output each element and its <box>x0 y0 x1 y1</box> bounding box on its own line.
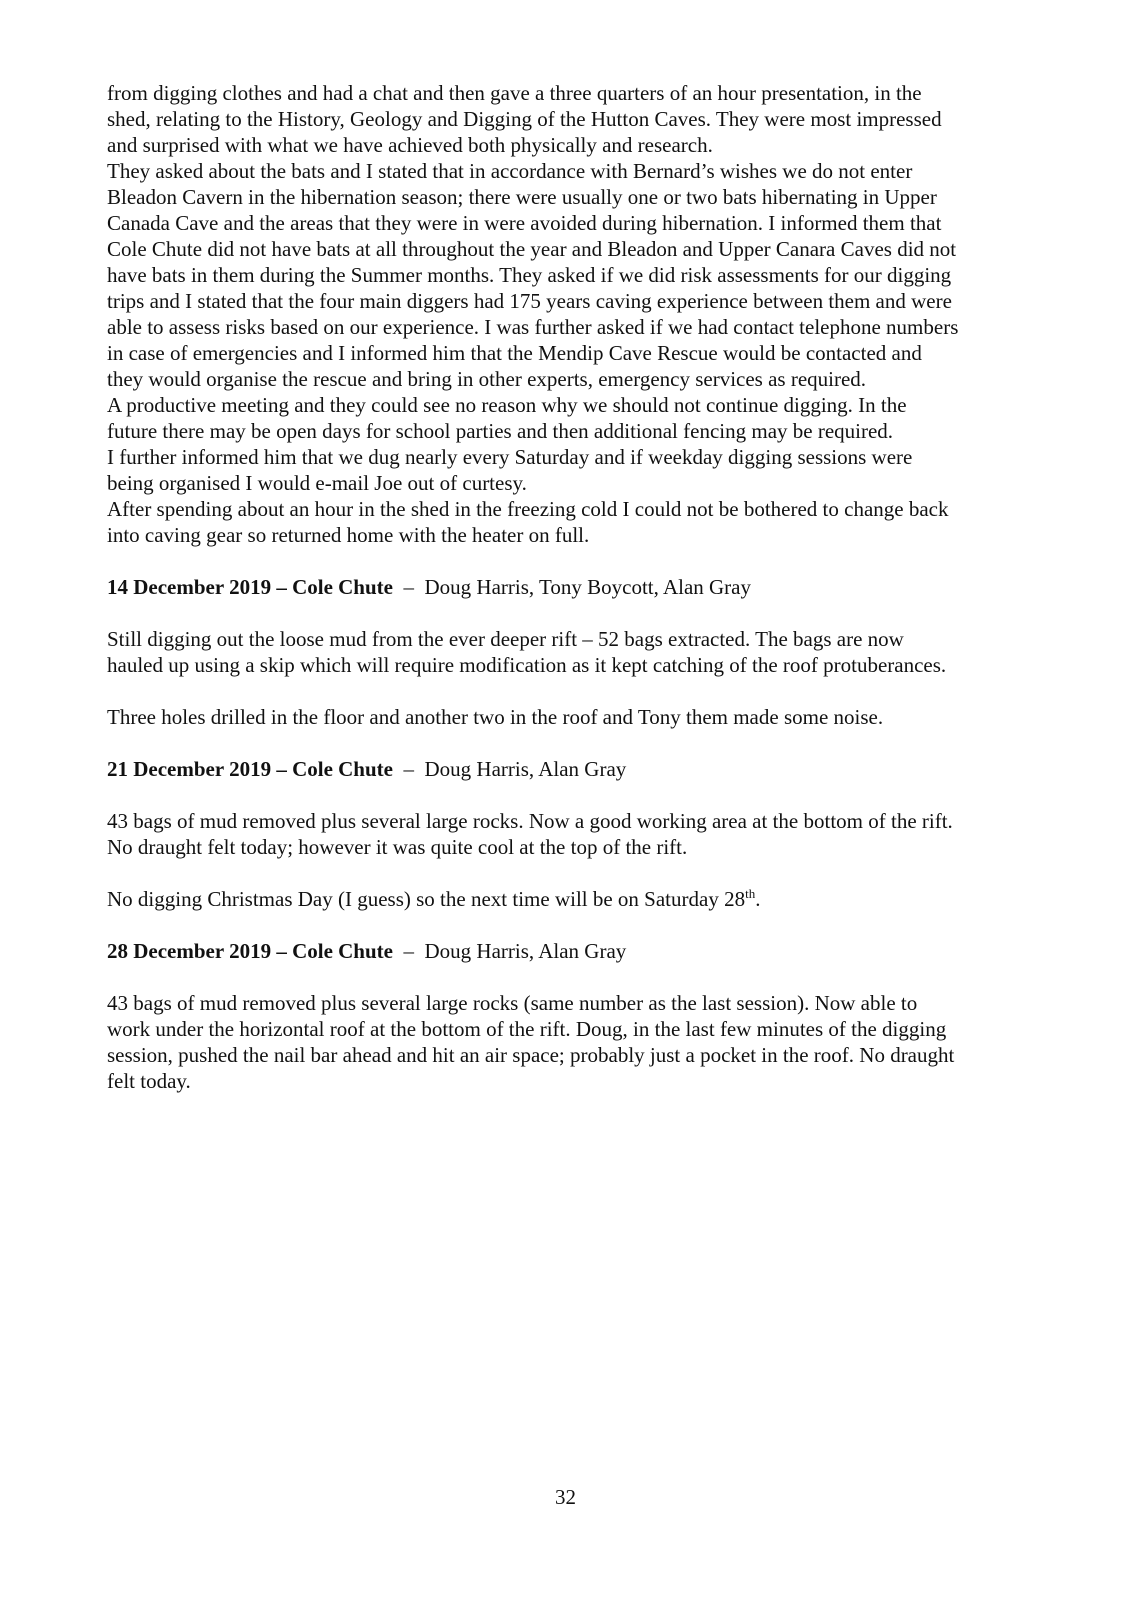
text-line: being organised I would e-mail Joe out of curtesy. <box>107 471 527 495</box>
text-line: hauled up using a skip which will require modification as it kept catching of the roof protuberances. <box>107 653 947 677</box>
entry-diggers: Doug Harris, Tony Boycott, Alan Gray <box>424 575 751 599</box>
text-line: work under the horizontal roof at the bottom of the rift. Doug, in the last few minutes of the digging <box>107 1017 947 1041</box>
page-body <box>107 80 1027 1094</box>
ordinal-suffix: th <box>745 886 756 901</box>
text-line: They asked about the bats and I stated that in accordance with Bernard’s wishes we do not enter <box>107 159 913 183</box>
entry-separator: – <box>403 939 414 963</box>
entry-paragraph <box>107 990 1027 1094</box>
entry-diggers: Doug Harris, Alan Gray <box>424 939 627 963</box>
entry-heading <box>107 756 1027 782</box>
sentence-end: . <box>755 887 761 911</box>
entry-paragraph <box>107 704 1027 730</box>
text-line: session, pushed the nail bar ahead and hit an air space; probably just a pocket in the roof. No draught <box>107 1043 955 1067</box>
entry-heading <box>107 938 1027 964</box>
text-line: I further informed him that we dug nearly every Saturday and if weekday digging sessions were <box>107 445 913 469</box>
text-line: Still digging out the loose mud from the ever deeper rift – 52 bags extracted. The bags are now <box>107 627 904 651</box>
entry-paragraph <box>107 808 1027 860</box>
text-line: trips and I stated that the four main diggers had 175 years caving experience between them and were <box>107 289 952 313</box>
christmas-note: No digging Christmas Day (I guess) so the next time will be on Saturday 28 <box>107 887 746 911</box>
entry-paragraph <box>107 626 1027 678</box>
text-line: in case of emergencies and I informed him that the Mendip Cave Rescue would be contacted and <box>107 341 922 365</box>
entry-heading <box>107 574 1027 600</box>
text-line: they would organise the rescue and bring in other experts, emergency services as required. <box>107 367 867 391</box>
intro-paragraph <box>107 80 1027 548</box>
text-line: have bats in them during the Summer months. They asked if we did risk assessments for our digging <box>107 263 952 287</box>
text-line <box>107 886 1027 912</box>
entry-paragraph <box>107 886 1027 912</box>
text-line: shed, relating to the History, Geology and Digging of the Hutton Caves. They were most impressed <box>107 107 942 131</box>
text-line: 43 bags of mud removed plus several large rocks. Now a good working area at the bottom of the rift. <box>107 809 953 833</box>
text-line: Cole Chute did not have bats at all throughout the year and Bleadon and Upper Canara Caves did not <box>107 237 957 261</box>
entry-date-location: 28 December 2019 – Cole Chute <box>107 939 393 963</box>
entry-separator: – <box>403 575 414 599</box>
page-number: 32 <box>555 1485 576 1509</box>
text-line: felt today. <box>107 1069 191 1093</box>
entry-date-location: 21 December 2019 – Cole Chute <box>107 757 393 781</box>
text-line: Three holes drilled in the floor and another two in the roof and Tony them made some noise. <box>107 705 884 729</box>
entry-diggers: Doug Harris, Alan Gray <box>424 757 627 781</box>
text-line: Canada Cave and the areas that they were in were avoided during hibernation. I informed them that <box>107 211 942 235</box>
entry-date-location: 14 December 2019 – Cole Chute <box>107 575 393 599</box>
entry-separator: – <box>403 757 414 781</box>
text-line: and surprised with what we have achieved both physically and research. <box>107 133 713 157</box>
text-line: After spending about an hour in the shed in the freezing cold I could not be bothered to change back <box>107 497 949 521</box>
text-line: No draught felt today; however it was quite cool at the top of the rift. <box>107 835 688 859</box>
text-line: from digging clothes and had a chat and then gave a three quarters of an hour presentation, in the <box>107 81 922 105</box>
text-line: 43 bags of mud removed plus several large rocks (same number as the last session). Now able to <box>107 991 918 1015</box>
text-line: able to assess risks based on our experience. I was further asked if we had contact telephone numbers <box>107 315 959 339</box>
text-line: A productive meeting and they could see no reason why we should not continue digging. In the <box>107 393 907 417</box>
text-line: into caving gear so returned home with the heater on full. <box>107 523 590 547</box>
text-line: future there may be open days for school parties and then additional fencing may be required. <box>107 419 894 443</box>
text-line: Bleadon Cavern in the hibernation season; there were usually one or two bats hibernating in Upper <box>107 185 937 209</box>
